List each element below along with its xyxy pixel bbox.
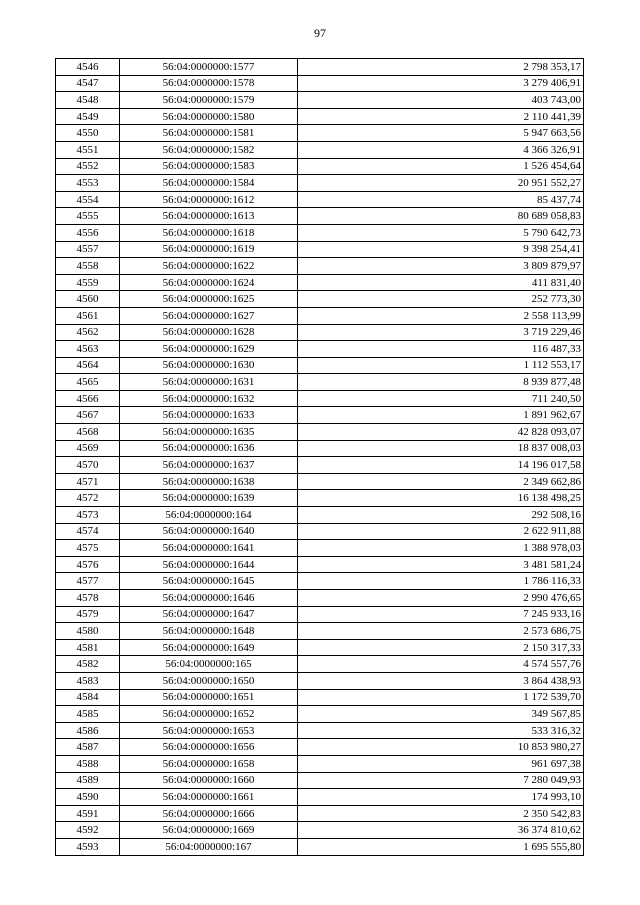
cadastral-number: 56:04:0000000:1630 (120, 357, 298, 374)
row-number: 4555 (56, 208, 120, 225)
row-number: 4560 (56, 291, 120, 308)
row-number: 4578 (56, 590, 120, 607)
cadastral-number: 56:04:0000000:1619 (120, 241, 298, 258)
cadastral-value: 3 719 229,46 (298, 324, 584, 341)
cadastral-value: 2 350 542,83 (298, 805, 584, 822)
cadastral-number: 56:04:0000000:1627 (120, 307, 298, 324)
table-row (56, 440, 584, 457)
cadastral-number: 56:04:0000000:1638 (120, 473, 298, 490)
cadastral-number: 56:04:0000000:1661 (120, 789, 298, 806)
table-row (56, 540, 584, 557)
table-row (56, 258, 584, 275)
cadastral-value: 403 743,00 (298, 92, 584, 109)
table-body (56, 59, 584, 856)
cadastral-number: 56:04:0000000:1612 (120, 191, 298, 208)
cadastral-value: 711 240,50 (298, 390, 584, 407)
cadastral-value: 20 951 552,27 (298, 175, 584, 192)
cadastral-value: 2 573 686,75 (298, 623, 584, 640)
table-row (56, 191, 584, 208)
row-number: 4559 (56, 274, 120, 291)
cadastral-number: 56:04:0000000:1636 (120, 440, 298, 457)
cadastral-value: 4 574 557,76 (298, 656, 584, 673)
cadastral-number: 56:04:0000000:1637 (120, 457, 298, 474)
row-number: 4593 (56, 838, 120, 855)
cadastral-number: 56:04:0000000:1640 (120, 523, 298, 540)
table-row (56, 739, 584, 756)
cadastral-number: 56:04:0000000:1633 (120, 407, 298, 424)
cadastral-value: 2 150 317,33 (298, 639, 584, 656)
table-row (56, 672, 584, 689)
cadastral-value: 1 526 454,64 (298, 158, 584, 175)
row-number: 4549 (56, 108, 120, 125)
page-number: 97 (314, 26, 326, 40)
table-row (56, 789, 584, 806)
row-number: 4580 (56, 623, 120, 640)
cadastral-value: 4 366 326,91 (298, 141, 584, 158)
cadastral-value: 85 437,74 (298, 191, 584, 208)
table-row (56, 623, 584, 640)
row-number: 4551 (56, 141, 120, 158)
cadastral-value: 2 990 476,65 (298, 590, 584, 607)
table-row (56, 755, 584, 772)
cadastral-number: 56:04:0000000:1584 (120, 175, 298, 192)
row-number: 4591 (56, 805, 120, 822)
table-row (56, 523, 584, 540)
row-number: 4557 (56, 241, 120, 258)
cadastral-number: 56:04:0000000:1645 (120, 573, 298, 590)
cadastral-number: 56:04:0000000:1624 (120, 274, 298, 291)
table-row (56, 357, 584, 374)
row-number: 4553 (56, 175, 120, 192)
cadastral-value: 533 316,32 (298, 722, 584, 739)
cadastral-number: 56:04:0000000:1653 (120, 722, 298, 739)
row-number: 4556 (56, 224, 120, 241)
row-number: 4565 (56, 374, 120, 391)
table-row (56, 324, 584, 341)
table-row (56, 606, 584, 623)
cadastral-value: 18 837 008,03 (298, 440, 584, 457)
cadastral-number: 56:04:0000000:1631 (120, 374, 298, 391)
table-row (56, 457, 584, 474)
table-row (56, 772, 584, 789)
table-row (56, 407, 584, 424)
cadastral-value: 10 853 980,27 (298, 739, 584, 756)
cadastral-value: 3 809 879,97 (298, 258, 584, 275)
row-number: 4569 (56, 440, 120, 457)
cadastral-number: 56:04:0000000:1635 (120, 424, 298, 441)
cadastral-number: 56:04:0000000:165 (120, 656, 298, 673)
table-row (56, 374, 584, 391)
table-row (56, 390, 584, 407)
cadastral-value: 1 112 553,17 (298, 357, 584, 374)
cadastral-number: 56:04:0000000:1648 (120, 623, 298, 640)
cadastral-number: 56:04:0000000:1578 (120, 75, 298, 92)
row-number: 4572 (56, 490, 120, 507)
row-number: 4562 (56, 324, 120, 341)
cadastral-value: 1 388 978,03 (298, 540, 584, 557)
table-row (56, 175, 584, 192)
cadastral-value: 1 786 116,33 (298, 573, 584, 590)
table-row (56, 307, 584, 324)
table-row (56, 241, 584, 258)
table-row (56, 656, 584, 673)
table-row (56, 706, 584, 723)
row-number: 4579 (56, 606, 120, 623)
row-number: 4586 (56, 722, 120, 739)
cadastral-number: 56:04:0000000:1582 (120, 141, 298, 158)
row-number: 4589 (56, 772, 120, 789)
cadastral-value: 116 487,33 (298, 341, 584, 358)
cadastral-number: 56:04:0000000:1647 (120, 606, 298, 623)
cadastral-number: 56:04:0000000:1651 (120, 689, 298, 706)
row-number: 4546 (56, 59, 120, 76)
row-number: 4564 (56, 357, 120, 374)
row-number: 4552 (56, 158, 120, 175)
cadastral-number: 56:04:0000000:1649 (120, 639, 298, 656)
row-number: 4548 (56, 92, 120, 109)
cadastral-value: 80 689 058,83 (298, 208, 584, 225)
cadastral-number: 56:04:0000000:1658 (120, 755, 298, 772)
cadastral-value: 7 245 933,16 (298, 606, 584, 623)
table-row (56, 805, 584, 822)
cadastral-value: 349 567,85 (298, 706, 584, 723)
cadastral-value: 2 622 911,88 (298, 523, 584, 540)
table-row (56, 92, 584, 109)
cadastral-value: 42 828 093,07 (298, 424, 584, 441)
cadastral-number: 56:04:0000000:1625 (120, 291, 298, 308)
cadastral-number: 56:04:0000000:1666 (120, 805, 298, 822)
cadastral-value: 411 831,40 (298, 274, 584, 291)
cadastral-value: 16 138 498,25 (298, 490, 584, 507)
row-number: 4568 (56, 424, 120, 441)
cadastral-value: 36 374 810,62 (298, 822, 584, 839)
table-row (56, 722, 584, 739)
cadastral-number: 56:04:0000000:1650 (120, 672, 298, 689)
row-number: 4554 (56, 191, 120, 208)
row-number: 4575 (56, 540, 120, 557)
cadastral-number: 56:04:0000000:1652 (120, 706, 298, 723)
cadastral-number: 56:04:0000000:1618 (120, 224, 298, 241)
row-number: 4571 (56, 473, 120, 490)
table-row (56, 556, 584, 573)
row-number: 4570 (56, 457, 120, 474)
row-number: 4583 (56, 672, 120, 689)
cadastral-number: 56:04:0000000:1577 (120, 59, 298, 76)
table-row (56, 822, 584, 839)
table-row (56, 208, 584, 225)
cadastral-number: 56:04:0000000:1639 (120, 490, 298, 507)
cadastral-value: 5 947 663,56 (298, 125, 584, 142)
row-number: 4581 (56, 639, 120, 656)
cadastral-value: 1 891 962,67 (298, 407, 584, 424)
cadastral-number: 56:04:0000000:1579 (120, 92, 298, 109)
table-row (56, 689, 584, 706)
cadastral-value: 292 508,16 (298, 507, 584, 524)
cadastral-number: 56:04:0000000:1629 (120, 341, 298, 358)
table-row (56, 639, 584, 656)
cadastral-value: 9 398 254,41 (298, 241, 584, 258)
cadastral-number: 56:04:0000000:1669 (120, 822, 298, 839)
row-number: 4577 (56, 573, 120, 590)
row-number: 4587 (56, 739, 120, 756)
row-number: 4574 (56, 523, 120, 540)
row-number: 4563 (56, 341, 120, 358)
row-number: 4590 (56, 789, 120, 806)
cadastral-value: 961 697,38 (298, 755, 584, 772)
cadastral-number: 56:04:0000000:1660 (120, 772, 298, 789)
cadastral-value: 1 172 539,70 (298, 689, 584, 706)
cadastral-value: 174 993,10 (298, 789, 584, 806)
cadastral-number: 56:04:0000000:1656 (120, 739, 298, 756)
cadastral-number: 56:04:0000000:1632 (120, 390, 298, 407)
row-number: 4567 (56, 407, 120, 424)
cadastral-number: 56:04:0000000:1581 (120, 125, 298, 142)
cadastral-number: 56:04:0000000:1646 (120, 590, 298, 607)
cadastral-value: 3 481 581,24 (298, 556, 584, 573)
cadastral-value: 2 349 662,86 (298, 473, 584, 490)
cadastral-value: 2 798 353,17 (298, 59, 584, 76)
table-row (56, 573, 584, 590)
cadastral-number: 56:04:0000000:167 (120, 838, 298, 855)
table-row (56, 507, 584, 524)
table-row (56, 590, 584, 607)
cadastral-number: 56:04:0000000:1583 (120, 158, 298, 175)
row-number: 4592 (56, 822, 120, 839)
cadastral-value: 7 280 049,93 (298, 772, 584, 789)
cadastral-number: 56:04:0000000:1641 (120, 540, 298, 557)
row-number: 4573 (56, 507, 120, 524)
table-row (56, 75, 584, 92)
table-row (56, 141, 584, 158)
cadastral-number: 56:04:0000000:1580 (120, 108, 298, 125)
row-number: 4585 (56, 706, 120, 723)
cadastral-value: 2 110 441,39 (298, 108, 584, 125)
table-row (56, 108, 584, 125)
row-number: 4561 (56, 307, 120, 324)
cadastral-number: 56:04:0000000:1622 (120, 258, 298, 275)
cadastral-number: 56:04:0000000:164 (120, 507, 298, 524)
cadastral-value: 5 790 642,73 (298, 224, 584, 241)
cadastral-value: 3 279 406,91 (298, 75, 584, 92)
cadastral-value: 2 558 113,99 (298, 307, 584, 324)
table-row (56, 224, 584, 241)
cadastral-value: 252 773,30 (298, 291, 584, 308)
table-row (56, 473, 584, 490)
row-number: 4582 (56, 656, 120, 673)
row-number: 4558 (56, 258, 120, 275)
cadastral-value-table (55, 58, 584, 856)
table-row (56, 125, 584, 142)
cadastral-value: 1 695 555,80 (298, 838, 584, 855)
row-number: 4576 (56, 556, 120, 573)
table-row (56, 490, 584, 507)
row-number: 4550 (56, 125, 120, 142)
cadastral-value: 8 939 877,48 (298, 374, 584, 391)
cadastral-number: 56:04:0000000:1628 (120, 324, 298, 341)
row-number: 4588 (56, 755, 120, 772)
table-row (56, 59, 584, 76)
table-row (56, 341, 584, 358)
table-row (56, 158, 584, 175)
cadastral-value: 3 864 438,93 (298, 672, 584, 689)
table-row (56, 274, 584, 291)
cadastral-number: 56:04:0000000:1644 (120, 556, 298, 573)
table-row (56, 291, 584, 308)
table-row (56, 424, 584, 441)
row-number: 4547 (56, 75, 120, 92)
row-number: 4584 (56, 689, 120, 706)
cadastral-number: 56:04:0000000:1613 (120, 208, 298, 225)
table-row (56, 838, 584, 855)
cadastral-value: 14 196 017,58 (298, 457, 584, 474)
row-number: 4566 (56, 390, 120, 407)
